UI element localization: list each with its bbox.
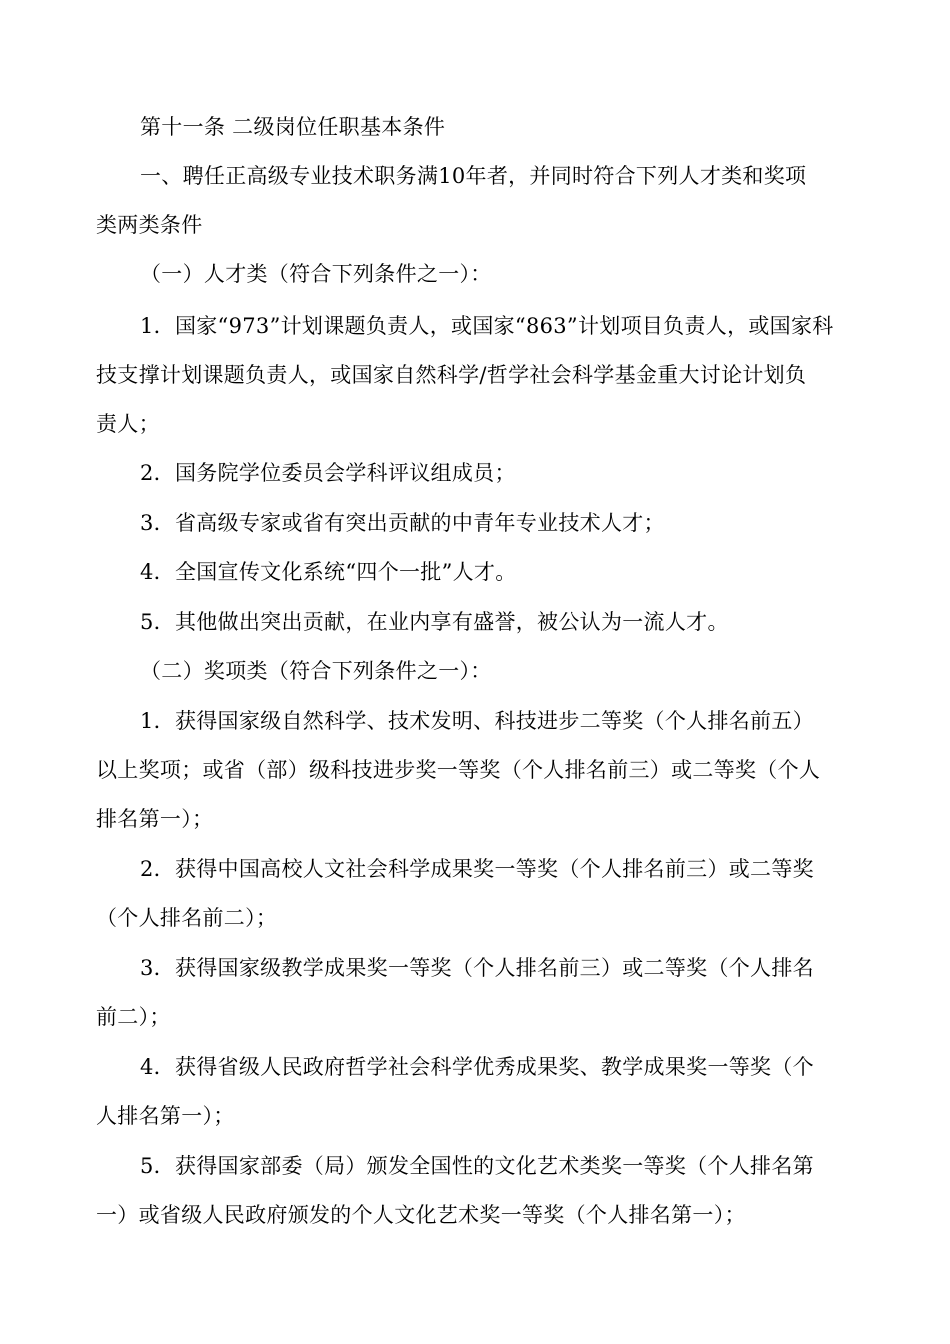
- list-item-line: 2．获得中国高校人文社会科学成果奖一等奖（个人排名前三）或二等奖: [140, 857, 814, 881]
- list-item-line: 4．全国宣传文化系统“四个一批”人才。: [140, 560, 517, 584]
- list-item-line: 4．获得省级人民政府哲学社会科学优秀成果奖、教学成果奖一等奖（个: [140, 1055, 814, 1079]
- paragraph-line: 一、聘任正高级专业技术职务满10年者，并同时符合下列人才类和奖项: [140, 164, 807, 188]
- list-item-line: 人排名第一）；: [96, 1104, 235, 1128]
- list-item-line: 1．获得国家级自然科学、技术发明、科技进步二等奖（个人排名前五）: [140, 709, 814, 733]
- list-item-line: 以上奖项；或省（部）级科技进步奖一等奖（个人排名前三）或二等奖（个人: [96, 758, 821, 782]
- section-heading: （二）奖项类（符合下列条件之一）：: [140, 659, 492, 683]
- list-item-line: 排名第一）；: [96, 807, 214, 831]
- article-heading: 第十一条 二级岗位任职基本条件: [140, 115, 446, 139]
- list-item-line: 技支撑计划课题负责人，或国家自然科学/哲学社会科学基金重大讨论计划负: [96, 363, 807, 387]
- list-item-line: （个人排名前二）；: [96, 906, 278, 930]
- list-item-line: 1．国家“973”计划课题负责人，或国家“863”计划项目负责人，或国家科: [140, 314, 834, 338]
- list-item-line: 责人；: [96, 412, 160, 436]
- paragraph-line: 类两类条件: [96, 213, 203, 237]
- list-item-line: 2．国务院学位委员会学科评议组成员；: [140, 461, 516, 485]
- list-item-line: 前二）；: [96, 1005, 171, 1029]
- list-item-line: 5．其他做出突出贡献，在业内享有盛誉，被公认为一流人才。: [140, 610, 729, 634]
- list-item-line: 3．获得国家级教学成果奖一等奖（个人排名前三）或二等奖（个人排名: [140, 956, 814, 980]
- section-heading: （一）人才类（符合下列条件之一）：: [140, 262, 492, 286]
- list-item-line: 3．省高级专家或省有突出贡献的中青年专业技术人才；: [140, 511, 665, 535]
- list-item-line: 一）或省级人民政府颁发的个人文化艺术奖一等奖（个人排名第一）；: [96, 1203, 746, 1227]
- list-item-line: 5．获得国家部委（局）颁发全国性的文化艺术类奖一等奖（个人排名第: [140, 1154, 814, 1178]
